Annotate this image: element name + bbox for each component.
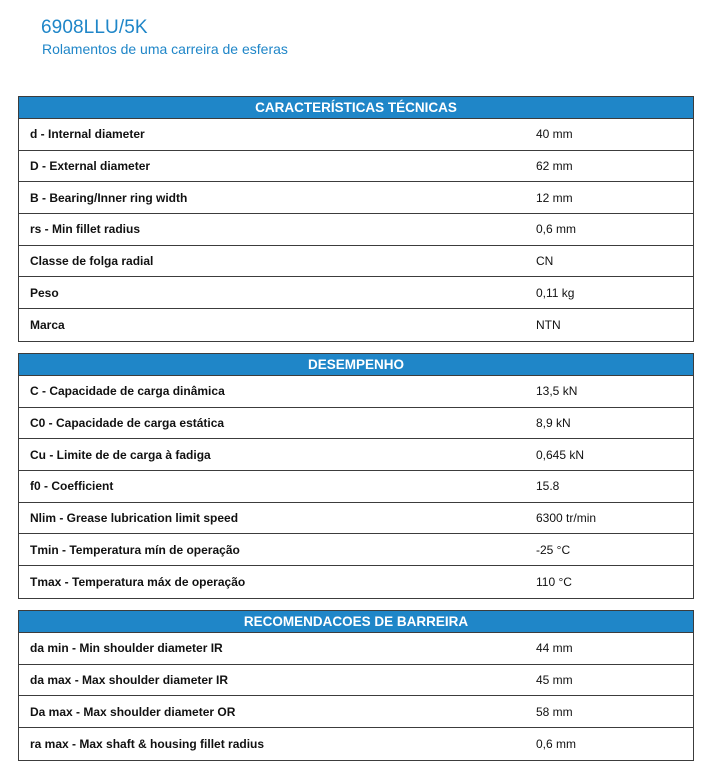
- row-value: 8,9 kN: [536, 416, 571, 431]
- section-header: DESEMPENHO: [19, 354, 693, 376]
- row-label: B - Bearing/Inner ring width: [30, 190, 188, 205]
- row-label: Da max - Max shoulder diameter OR: [30, 704, 236, 719]
- row-label: da min - Min shoulder diameter IR: [30, 641, 223, 656]
- row-value: 13,5 kN: [536, 384, 578, 399]
- row-label: Nlim - Grease lubrication limit speed: [30, 511, 239, 526]
- table-row: [19, 119, 693, 151]
- row-value: 12 mm: [536, 190, 573, 205]
- table-row: [19, 182, 693, 214]
- table-row: [19, 439, 693, 471]
- section-barrier-recommendations: [18, 610, 694, 761]
- table-row: [19, 696, 693, 728]
- row-label: rs - Min fillet radius: [30, 222, 141, 237]
- row-value: -25 °C: [536, 542, 571, 557]
- row-value: 15.8: [536, 479, 560, 494]
- row-value: 0,6 mm: [536, 222, 577, 237]
- row-value: 6300 tr/min: [536, 511, 597, 526]
- row-label: D - External diameter: [30, 159, 151, 174]
- table-row: [19, 151, 693, 183]
- row-label: Peso: [30, 285, 59, 300]
- section-header: CARACTERÍSTICAS TÉCNICAS: [19, 97, 693, 119]
- row-value: 58 mm: [536, 704, 573, 719]
- table-row: [19, 633, 693, 665]
- table-row: [19, 376, 693, 408]
- row-value: NTN: [536, 317, 561, 332]
- row-value: 45 mm: [536, 673, 573, 688]
- row-value: 44 mm: [536, 641, 573, 656]
- table-row: [19, 566, 693, 598]
- table-row: [19, 665, 693, 697]
- row-label: ra max - Max shaft & housing fillet radius: [30, 736, 265, 751]
- table-row: [19, 214, 693, 246]
- row-value: 0,11 kg: [536, 285, 575, 300]
- table-row: [19, 534, 693, 566]
- section-technical-characteristics: [18, 96, 694, 342]
- row-label: d - Internal diameter: [30, 127, 145, 142]
- row-value: 0,6 mm: [536, 736, 577, 751]
- section-header: RECOMENDACOES DE BARREIRA: [19, 611, 693, 633]
- table-row: [19, 728, 693, 760]
- row-value: 62 mm: [536, 159, 573, 174]
- row-label: Tmin - Temperatura mín de operação: [30, 542, 240, 557]
- table-row: [19, 246, 693, 278]
- row-label: Marca: [30, 317, 65, 332]
- row-value: 0,645 kN: [536, 447, 585, 462]
- product-subtitle: Rolamentos de uma carreira de esferas: [42, 41, 288, 57]
- row-label: C0 - Capacidade de carga estática: [30, 416, 225, 431]
- row-label: da max - Max shoulder diameter IR: [30, 673, 229, 688]
- row-value: 40 mm: [536, 127, 573, 142]
- table-row: [19, 503, 693, 535]
- row-label: Cu - Limite de de carga à fadiga: [30, 447, 211, 462]
- row-value: 110 °C: [536, 574, 572, 589]
- table-row: [19, 471, 693, 503]
- row-label: C - Capacidade de carga dinâmica: [30, 384, 225, 399]
- row-label: Classe de folga radial: [30, 254, 154, 269]
- table-row: [19, 277, 693, 309]
- section-performance: [18, 353, 694, 599]
- product-title: 6908LLU/5K: [41, 17, 148, 38]
- row-value: CN: [536, 254, 554, 269]
- row-label: f0 - Coefficient: [30, 479, 114, 494]
- row-label: Tmax - Temperatura máx de operação: [30, 574, 246, 589]
- table-row: [19, 408, 693, 440]
- table-row: [19, 309, 693, 341]
